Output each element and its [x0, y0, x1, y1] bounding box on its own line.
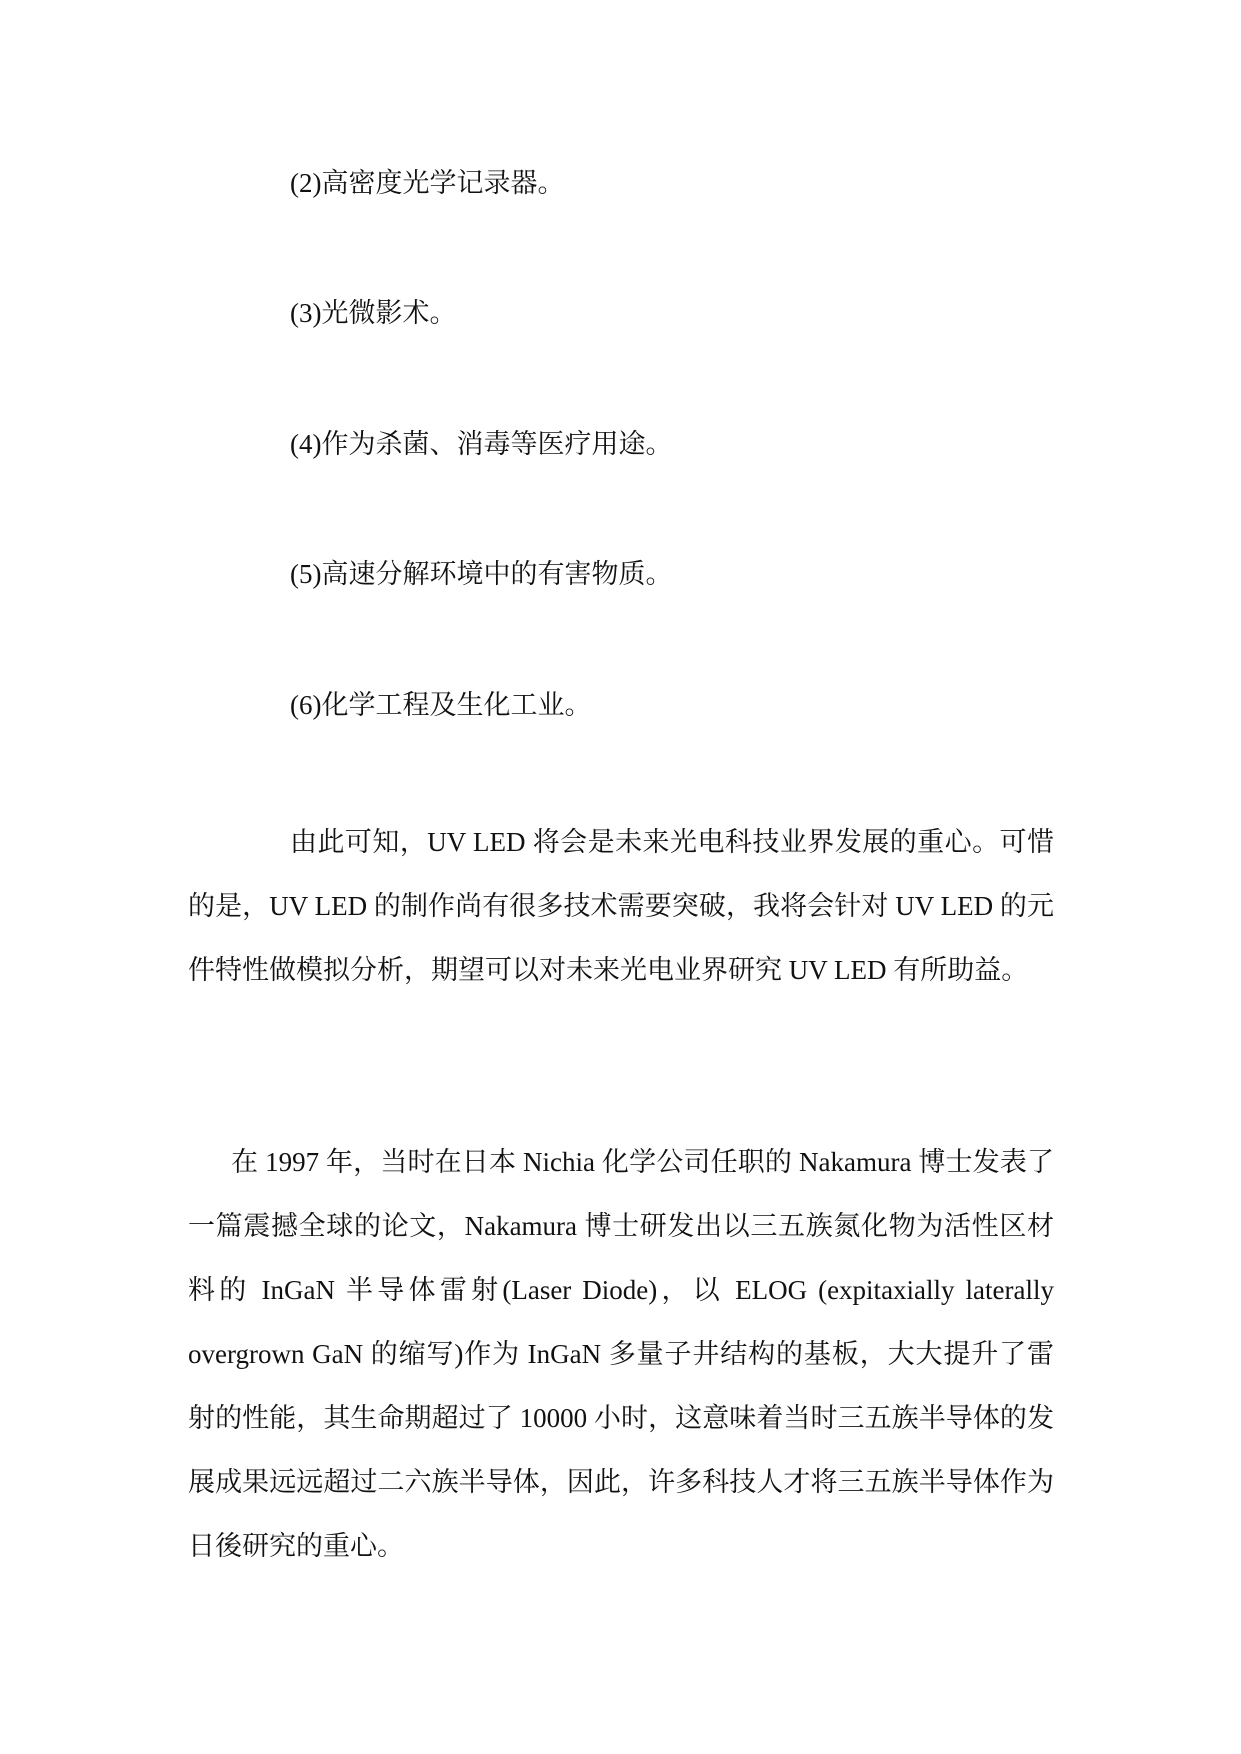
paragraph-uv-led-summary: 由此可知，UV LED 将会是未来光电科技业界发展的重心。可惜的是，UV LED 的制作尚有很多技术需要突破，我将会针对 UV LED 的元件特性做模拟分析，期望可以对未来光电业界研究 UV LED 有所助益。 [188, 827, 1054, 985]
list-item-2: (2)高密度光学记录器。 [290, 168, 565, 198]
list-item-5: (5)高速分解环境中的有害物质。 [290, 559, 673, 589]
list-item-6: (6)化学工程及生化工业。 [290, 690, 592, 720]
list-item-3: (3)光微影术。 [290, 298, 457, 328]
list-item-4: (4)作为杀菌、消毒等医疗用途。 [290, 429, 673, 459]
paragraph-nakamura-history: 在 1997 年，当时在日本 Nichia 化学公司任职的 Nakamura 博士发表了一篇震撼全球的论文，Nakamura 博士研发出以三五族氮化物为活性区材料的 InGaN 半导体雷射(Laser Diode)，以 ELOG (expitaxially laterally overgrown GaN 的缩写)作为 InGaN 多量子井结构的基板，大大提升了雷射的性能，其生命期超过了 10000 小时，这意味着当时三五族半导体的发展成果远远超过二六族半导体，因此，许多科技人才将三五族半导体作为日後研究的重心。 [188, 1147, 1054, 1561]
